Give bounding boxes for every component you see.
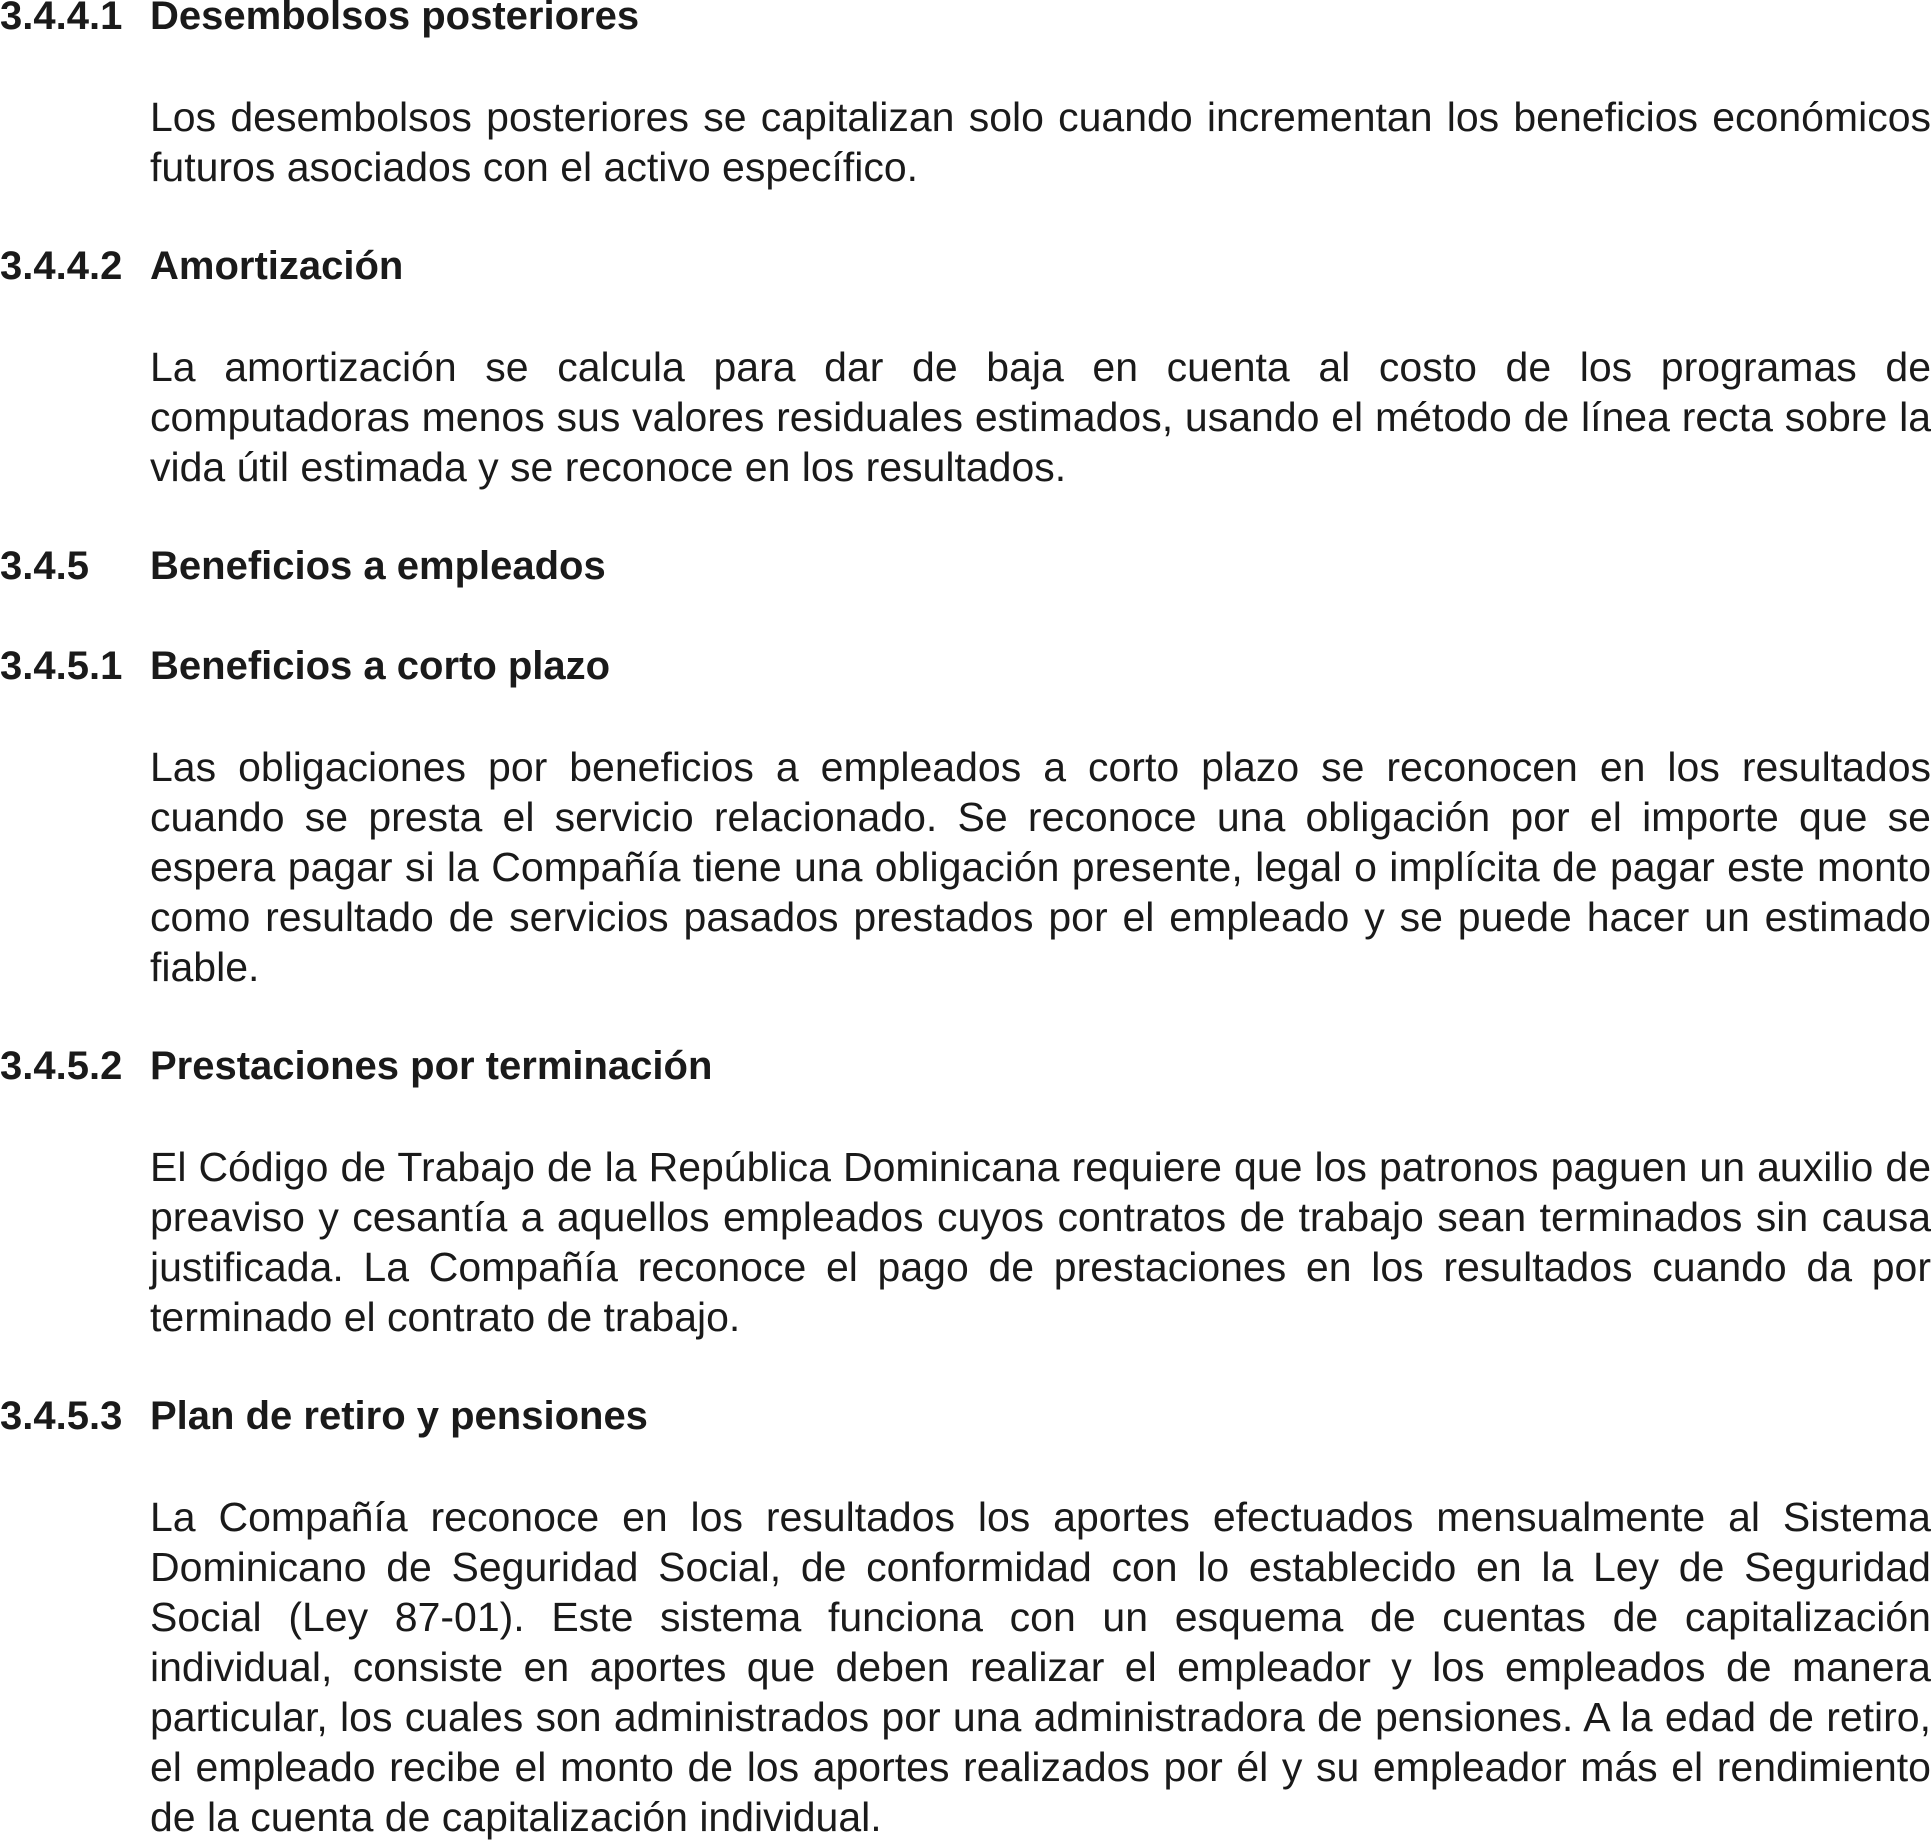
section-number: 3.4.5.3 bbox=[0, 1394, 123, 1438]
section-number: 3.4.5.1 bbox=[0, 644, 123, 688]
section-title: Beneficios a empleados bbox=[150, 544, 606, 588]
section-number: 3.4.5.2 bbox=[0, 1044, 123, 1088]
section-title: Amortización bbox=[150, 244, 404, 288]
section-title: Plan de retiro y pensiones bbox=[150, 1394, 648, 1438]
section-title: Desembolsos posteriores bbox=[150, 0, 640, 38]
section-heading bbox=[0, 1044, 712, 1088]
section-paragraph: Las obligaciones por beneficios a empleados a corto plazo se reconocen en los resultados cuando se presta el servicio relacionado. Se reconoce una obligación por el importe que se espera pagar si la Compañía tiene una obligación presente, legal o implícita de pagar este monto como resultado de servicios pasados prestados por el empleado y se puede hacer un estimado fiable. bbox=[150, 744, 1931, 990]
section-number: 3.4.5 bbox=[0, 544, 89, 588]
section-number: 3.4.4.1 bbox=[0, 0, 123, 38]
section-number: 3.4.4.2 bbox=[0, 244, 123, 288]
section-title: Prestaciones por terminación bbox=[150, 1044, 713, 1088]
section-paragraph: El Código de Trabajo de la República Dominicana requiere que los patronos paguen un auxilio de preaviso y cesantía a aquellos empleados cuyos contratos de trabajo sean terminados sin causa justificada. La Compañía reconoce el pago de prestaciones en los resultados cuando da por terminado el contrato de trabajo. bbox=[150, 1144, 1931, 1340]
section-title: Beneficios a corto plazo bbox=[150, 644, 611, 688]
section-paragraph: Los desembolsos posteriores se capitalizan solo cuando incrementan los beneficios económicos futuros asociados con el activo específico. bbox=[150, 94, 1931, 190]
section-heading bbox=[0, 644, 610, 688]
section-heading bbox=[0, 1394, 648, 1438]
section-heading bbox=[0, 0, 639, 38]
section-paragraph: La amortización se calcula para dar de baja en cuenta al costo de los programas de computadoras menos sus valores residuales estimados, usando el método de línea recta sobre la vida útil estimada y se reconoce en los resultados. bbox=[150, 344, 1931, 490]
section-heading bbox=[0, 544, 606, 588]
section-paragraph: La Compañía reconoce en los resultados los aportes efectuados mensualmente al Sistema Dominicano de Seguridad Social, de conformidad con lo establecido en la Ley de Seguridad Social (Ley 87-01). Este sistema funciona con un esquema de cuentas de capitalización individual, consiste en aportes que deben realizar el empleador y los empleados de manera particular, los cuales son administrados por una administradora de pensiones. A la edad de retiro, el empleado recibe el monto de los aportes realizados por él y su empleador más el rendimiento de la cuenta de capitalización individual. bbox=[150, 1494, 1931, 1840]
section-heading bbox=[0, 244, 403, 288]
